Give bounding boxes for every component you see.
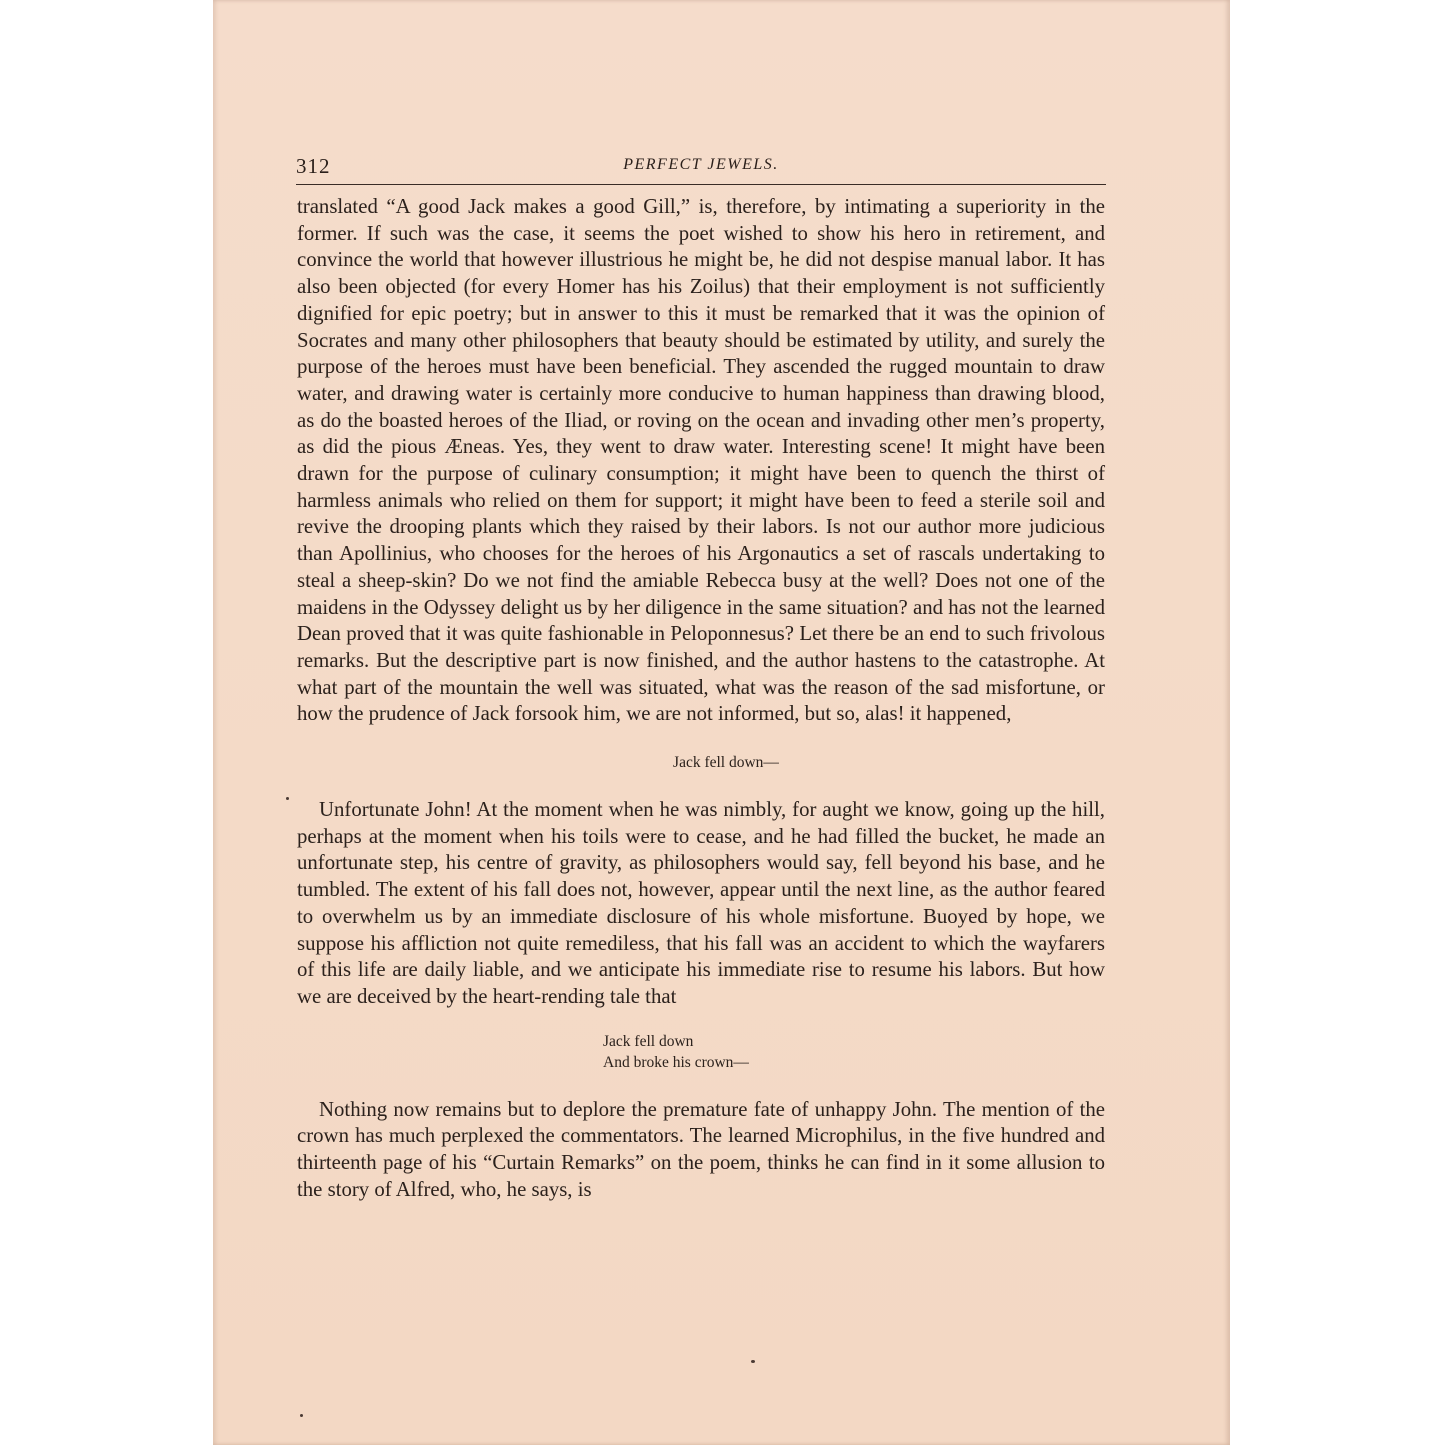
page-number: 312 bbox=[296, 154, 331, 178]
verse-line-1: Jack fell down bbox=[603, 1032, 694, 1050]
book-page bbox=[213, 0, 1230, 1445]
verse-line-2: And broke his crown— bbox=[603, 1053, 749, 1071]
ink-speck bbox=[300, 1414, 303, 1417]
verse-jack-fell-down: Jack fell down— bbox=[673, 754, 779, 772]
paragraph-1: translated “A good Jack makes a good Gill,” is, therefore, by intimating a superiority in the former. If such was the case, it seems the poet wished to show his hero in retirement, and convince the world that however illustrious he might be, he did not despise manual labor. It has also been objected (for every Homer has his Zoilus) that their employment is not sufficiently dignified for epic poetry; but in answer to this it must be remarked that it was the opinion of Socrates and many other philosophers that beauty should be estimated by utility, and surely the purpose of the heroes must have been beneficial. They ascended the rugged mountain to draw water, and drawing water is certainly more conducive to human happiness than drawing blood, as do the boasted heroes of the Iliad, or roving on the ocean and invading other men’s property, as did the pious Æneas. Yes, they went to draw water. Interesting scene! It might have been drawn for the purpose of culinary consumption; it might have been to quench the thirst of harmless animals who relied on them for support; it might have been to feed a sterile soil and revive the drooping plants which they raised by their labors. Is not our author more judicious than Apollinius, who chooses for the heroes of his Argonautics a set of rascals undertaking to steal a sheep-skin? Do we not find the amiable Rebecca busy at the well? Does not one of the maidens in the Odyssey delight us by her diligence in the same situation? and has not the learned Dean proved that it was quite fashionable in Peloponnesus? Let there be an end to such frivolous remarks. But the descriptive part is now finished, and the author hastens to the catastrophe. At what part of the mountain the well was situated, what was the reason of the sad misfortune, or how the prudence of Jack forsook him, we are not informed, but so, alas! it happened, bbox=[297, 195, 1105, 726]
running-title: PERFECT JEWELS. bbox=[623, 156, 779, 173]
paragraph-3: Nothing now remains but to deplore the premature fate of unhappy John. The mention of the crown has much perplexed the commentators. The learned Microphilus, in the five hundred and thirteenth page of his “Curtain Remarks” on the poem, thinks he can find in it some allusion to the story of Alfred, who, he says, is bbox=[297, 1097, 1105, 1201]
ink-speck bbox=[751, 1360, 755, 1363]
ink-speck bbox=[286, 797, 289, 800]
page-header bbox=[296, 150, 1106, 185]
verse-block bbox=[603, 1031, 1105, 1073]
paragraph-2: Unfortunate John! At the moment when he was nimbly, for aught we know, going up the hill, perhaps at the moment when his toils were to cease, and he had filled the bucket, he made an unfortunate step, his centre of gravity, as philosophers would say, fell beyond his base, and he tumbled. The extent of his fall does not, however, appear until the next line, as the author feared to overwhelm us by an immediate disclosure of his whole misfortune. Buoyed by hope, we suppose his affliction not quite remediless, that his fall was an accident to which the wayfarers of this life are daily liable, and we anticipate his immediate rise to resume his labors. But how we are deceived by the heart-rending tale that bbox=[297, 798, 1105, 1008]
body-text bbox=[297, 194, 1105, 1204]
